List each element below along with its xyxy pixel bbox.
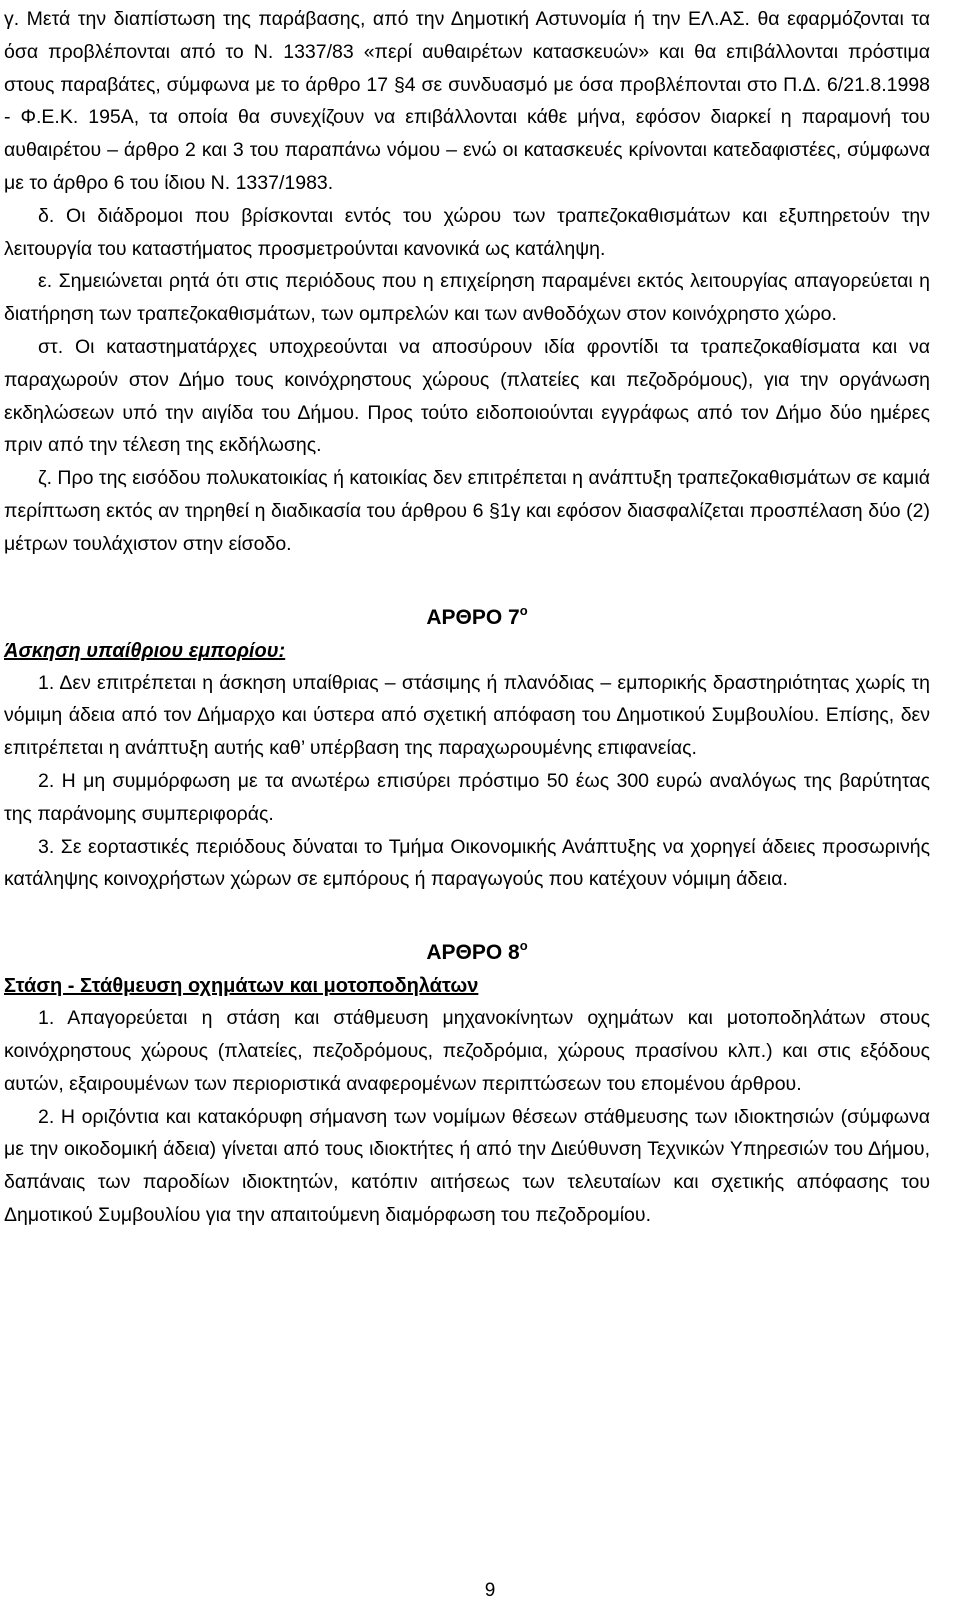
article-7-item-3: 3. Σε εορταστικές περιόδους δύναται το Τμήμα Οικονομικής Ανάπτυξης να χορηγεί άδειες προσωρινής κατάληψης κοινοχρήστων χώρων σε εμπόρους ή παραγωγούς που κατέχουν νόμιμη άδεια.	[4, 835, 930, 891]
article-7-item-1: 1. Δεν επιτρέπεται η άσκηση υπαίθριας – στάσιμης ή πλανόδιας – εμπορικής δραστηριότητας χωρίς τη νόμιμη άδεια από τον Δήμαρχο και ύστερα από σχετική απόφαση του Δημοτικού Συμβουλίου. Επίσης, δεν επιτρέπεται η ανάπτυξη αυτής καθ’ υπέρβαση της παραχωρουμένης επιφανείας.	[4, 671, 930, 760]
article-8-item-2: 2. Η οριζόντια και κατακόρυφη σήμανση των νομίμων θέσεων στάθμευσης των ιδιοκτησιών (σύμφωνα με την οικοδομική άδεια) γίνεται από τους ιδιοκτήτες ή από την Διεύθυνση Τεχνικών Υπηρεσιών του Δήμου, δαπάναις των παροδίων ιδιοκτητών, κατόπιν αιτήσεως των τελευταίων και σχετικής απόφασης του Δημοτικού Συμβουλίου για την απαιτούμενη διαμόρφωση του πεζοδρομίου.	[4, 1105, 930, 1226]
page-number: 9	[484, 1580, 496, 1601]
paragraph-gamma: γ. Μετά την διαπίστωση της παράβασης, από την Δημοτική Αστυνομία ή την ΕΛ.ΑΣ. θα εφαρμόζονται τα όσα προβλέπονται από το Ν. 1337/83 «περί αυθαιρέτων κατασκευών» και θα επιβάλλονται πρόστιμα στους παραβάτες, σύμφωνα με το άρθρο 17 §4 σε συνδυασμό με όσα προβλέπονται στο Π.Δ. 6/21.8.1998 - Φ.Ε.Κ. 195Α, τα οποία θα συνεχίζουν να επιβάλλονται κάθε μήνα, εφόσον διαρκεί η παραμονή του αυθαιρέτου – άρθρο 2 και 3 του παραπάνω νόμου – ενώ οι κατασκευές κρίνονται κατεδαφιστέες, σύμφωνα με το άρθρο 6 του ίδιου Ν. 1337/1983.	[4, 8, 930, 194]
article-7-subheading: Άσκηση υπαίθριου εμπορίου:	[4, 639, 286, 662]
paragraph-delta: δ. Οι διάδρομοι που βρίσκονται εντός του χώρου των τραπεζοκαθισμάτων και εξυπηρετούν την λειτουργία του καταστήματος προσμετρούνται κανονικά ως κατάληψη.	[4, 204, 930, 260]
spacer	[4, 561, 930, 594]
paragraph-st: στ. Οι καταστηματάρχες υποχρεούνται να αποσύρουν ιδία φροντίδι τα τραπεζοκαθίσματα και να παραχωρούν στον Δήμο τους κοινόχρηστους χώρους (πλατείες και πεζοδρόμους), για την οργάνωση εκδηλώσεων υπό την αιγίδα του Δήμου. Προς τούτο ειδοποιούνται εγγράφως από τον Δήμο δύο ημέρες πριν από την τέλεση της εκδήλωσης.	[4, 335, 930, 457]
spacer	[4, 896, 930, 929]
article-8-subheading: Στάση - Στάθμευση οχημάτων και μοτοποδηλάτων	[4, 975, 479, 998]
article-7-heading: ΑΡΘΡΟ $7^o$	[426, 602, 528, 629]
article-8-heading: ΑΡΘΡΟ $8^o$	[426, 938, 528, 965]
article-7-item-2: 2. Η μη συμμόρφωση με τα ανωτέρω επισύρει πρόστιμο 50 έως 300 ευρώ αναλόγως της βαρύτητας της παράνομης συμπεριφοράς.	[4, 769, 930, 825]
paragraph-epsilon: ε. Σημειώνεται ρητά ότι στις περιόδους που η επιχείρηση παραμένει εκτός λειτουργίας απαγορεύεται η διατήρηση των τραπεζοκαθισμάτων, των ομπρελών και των ανθοδόχων στον κοινόχρηστο χώρο.	[4, 270, 930, 326]
document-page	[4, 3, 930, 1232]
paragraph-zeta: ζ. Προ της εισόδου πολυκατοικίας ή κατοικίας δεν επιτρέπεται η ανάπτυξη τραπεζοκαθισμάτων σε καμιά περίπτωση εκτός αν τηρηθεί η διαδικασία του άρθρου 6 §1γ και εφόσον διασφαλίζεται προσπέλαση δύο (2) μέτρων τουλάχιστον στην είσοδο.	[4, 467, 931, 555]
article-8-item-1: 1. Απαγορεύεται η στάση και στάθμευση μηχανοκίνητων οχημάτων και μοτοποδηλάτων στους κοινόχρηστους χώρους (πλατείες, πεζοδρόμους, πεζοδρόμια, χώρους πρασίνου κλπ.) και στις εξόδους αυτών, εξαιρουμένων των περιοριστικά αναφερομένων περιπτώσεων του επομένου άρθρου.	[4, 1007, 930, 1095]
